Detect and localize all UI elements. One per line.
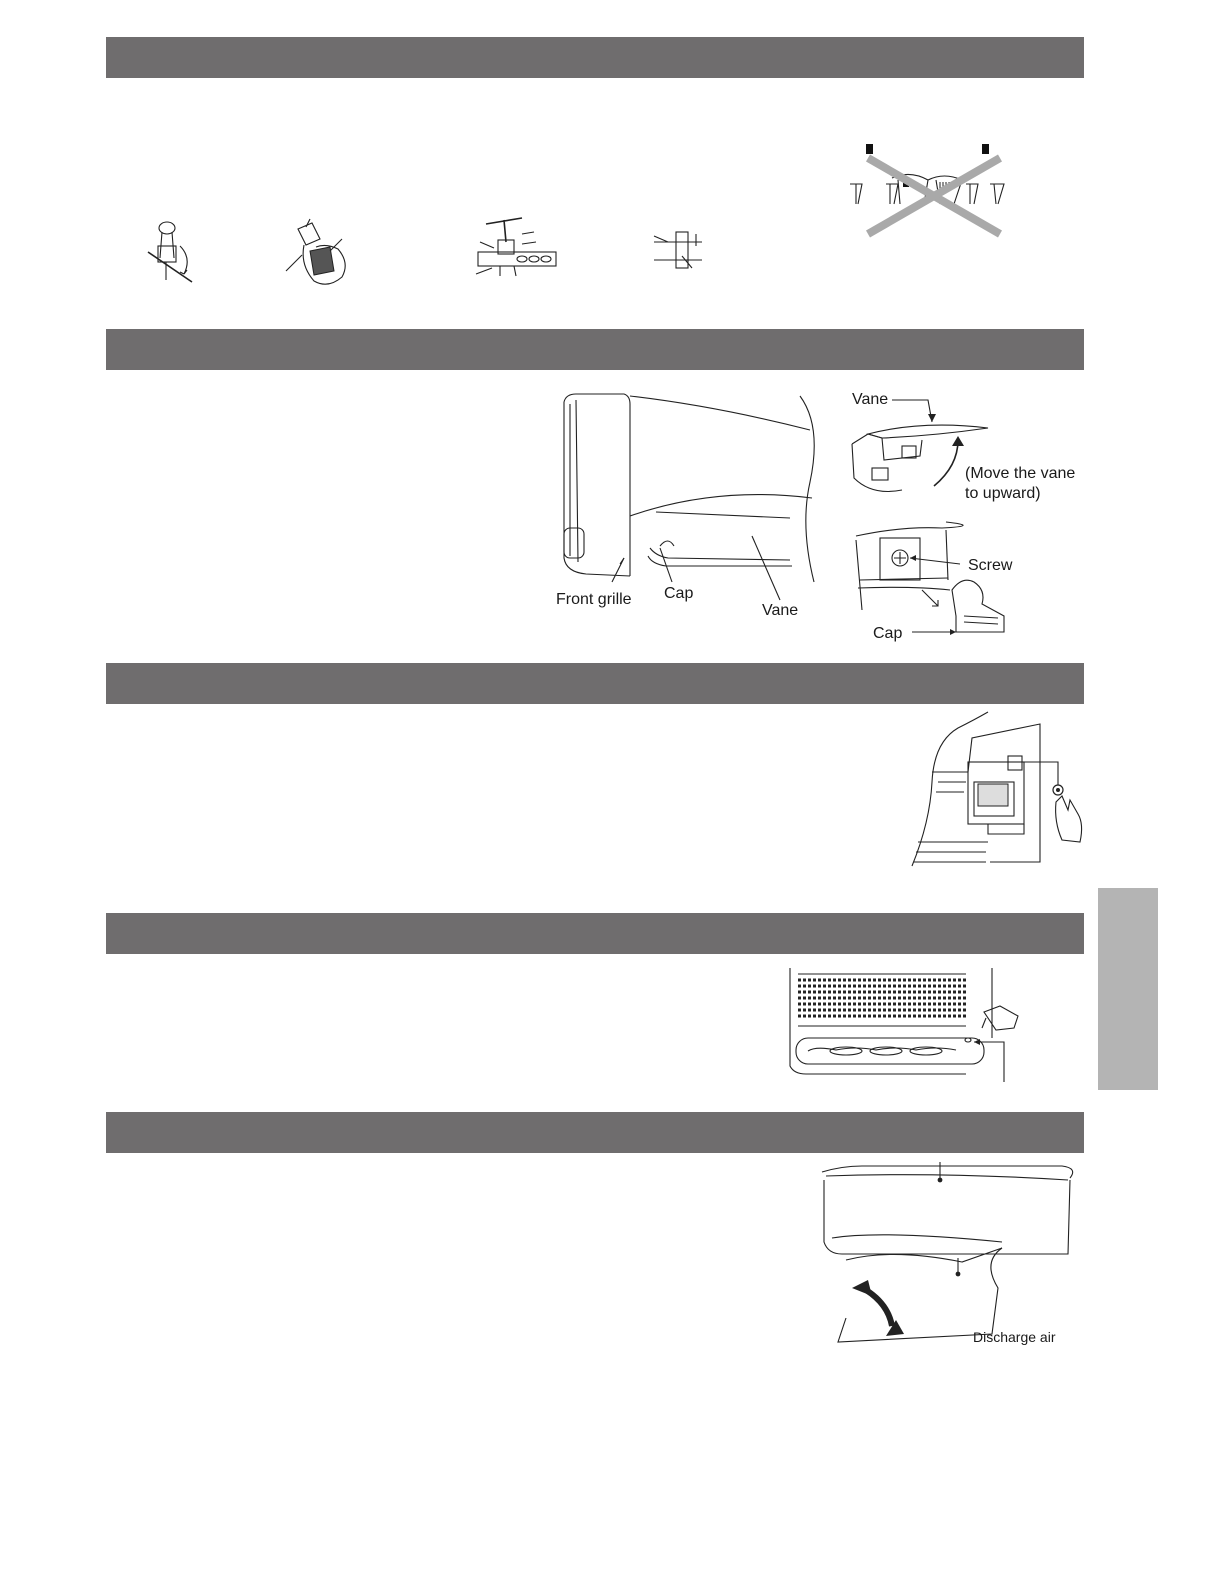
detail-cap-label: Cap	[873, 625, 903, 642]
screw-and-cap-illustration	[852, 520, 1012, 640]
incorrect-flare-shapes-illustration	[840, 140, 1020, 240]
section-header-bar-5	[106, 1112, 1084, 1153]
discharge-airflow-illustration	[822, 1158, 1082, 1350]
move-vane-label-line1: (Move the vane	[965, 465, 1076, 482]
heat-exchanger-drain-illustration	[786, 966, 1026, 1084]
section-header-bar-3	[106, 663, 1084, 704]
flare-gauge-illustration	[650, 228, 706, 272]
screw-label: Screw	[968, 557, 1013, 574]
control-board-access-illustration	[908, 712, 1088, 872]
section-header-bar-1	[106, 37, 1084, 78]
flaring-tool-illustration	[470, 212, 565, 282]
chapter-side-tab	[1098, 888, 1158, 1090]
section-header-bar-4	[106, 913, 1084, 954]
move-vane-label-line2: to upward)	[965, 485, 1041, 502]
section-header-bar-2	[106, 329, 1084, 370]
discharge-air-label: Discharge air	[973, 1329, 1056, 1345]
detail-vane-label: Vane	[852, 391, 889, 408]
cap-label: Cap	[664, 585, 694, 602]
pipe-cutter-illustration	[140, 210, 210, 290]
indoor-unit-front-illustration	[556, 386, 826, 586]
vane-label: Vane	[762, 602, 799, 619]
deburring-hand-illustration	[280, 215, 360, 295]
front-grille-label: Front grille	[556, 591, 632, 608]
